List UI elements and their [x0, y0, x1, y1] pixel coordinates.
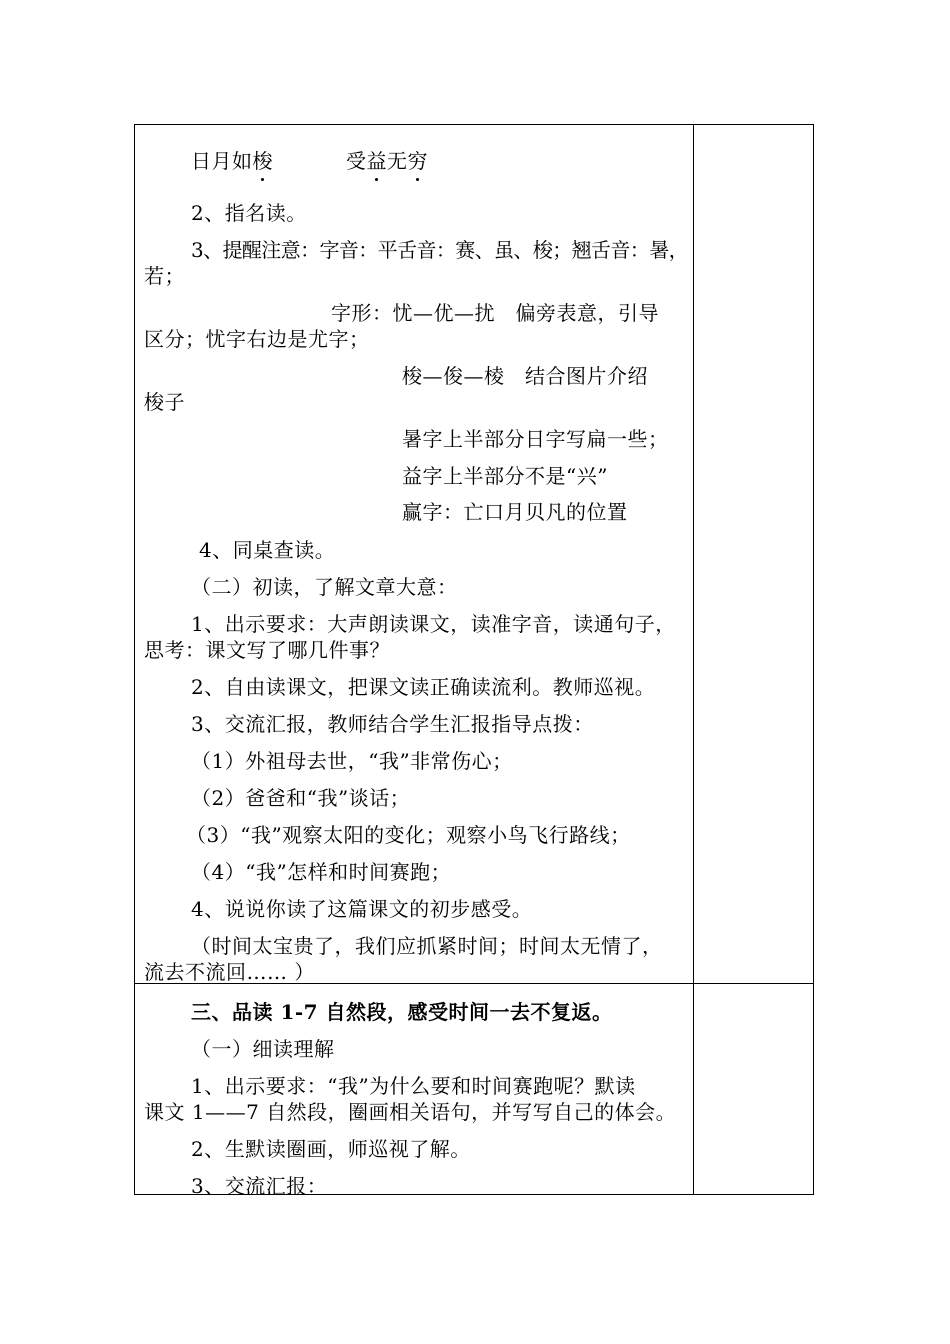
text-line: 梭子 — [144, 390, 185, 414]
text-line: 1、出示要求：大声朗读课文，读准字音，读通句子， — [191, 612, 676, 636]
text-line: 赢字：亡口月贝凡的位置 — [402, 500, 628, 524]
text-line: （1）外祖母去世，“我”非常伤心； — [191, 749, 513, 773]
text-line: 若； — [144, 264, 185, 288]
table-column-divider — [693, 124, 694, 1195]
text-line: 3、提醒注意：字音：平舌音：赛、虽、梭；翘舌音：暑， — [191, 238, 688, 262]
text-line: 暑字上半部分日字写扁一些； — [402, 427, 669, 451]
text-line: （4）“我”怎样和时间赛跑； — [191, 860, 452, 884]
text-line: 区分；忧字右边是尤字； — [144, 327, 370, 351]
emphasis-dot-char: 梭 — [252, 149, 273, 173]
vocab-word-2: 受益无穷 — [346, 149, 428, 173]
section-heading: （一）细读理解 — [191, 1037, 335, 1061]
text-line: （时间太宝贵了，我们应抓紧时间；时间太无情了， — [191, 934, 663, 958]
vocab-word-1: 日月如梭 — [191, 149, 273, 173]
emphasis-dot-char: 穷 — [407, 149, 428, 173]
text-line: 4、说说你读了这篇课文的初步感受。 — [191, 897, 533, 921]
text-line: 2、生默读圈画，师巡视了解。 — [191, 1137, 471, 1161]
text-line: 课文 1——7 自然段，圈画相关语句，并写写自己的体会。 — [144, 1100, 677, 1124]
text-line: 3、交流汇报： — [191, 1174, 328, 1198]
text-line: 3、交流汇报，教师结合学生汇报指导点拨： — [191, 712, 594, 736]
text-line: 字形：忧—优—扰 偏旁表意，引导 — [331, 301, 659, 325]
emphasis-dot-char: 益 — [366, 149, 387, 173]
text-line: （3）“我”观察太阳的变化；观察小鸟飞行路线； — [186, 823, 631, 847]
text-line: 4、同桌查读。 — [199, 538, 336, 562]
section-title: 三、品读 1-7 自然段，感受时间一去不复返。 — [191, 1000, 613, 1024]
text-line: （2）爸爸和“我”谈话； — [191, 786, 411, 810]
text-line: 2、指名读。 — [191, 201, 307, 225]
text-line: 梭—俊—棱 结合图片介绍 — [402, 364, 648, 388]
text-line: 益字上半部分不是“兴” — [402, 464, 608, 488]
text-line: 2、自由读课文，把课文读正确读流利。教师巡视。 — [191, 675, 656, 699]
text-line: 流去不流回…… ） — [144, 960, 315, 984]
text-line: 1、出示要求：“我”为什么要和时间赛跑呢？默读 — [191, 1074, 636, 1098]
section-heading: （二）初读，了解文章大意： — [191, 575, 458, 599]
text-line: 思考：课文写了哪几件事？ — [144, 638, 390, 662]
